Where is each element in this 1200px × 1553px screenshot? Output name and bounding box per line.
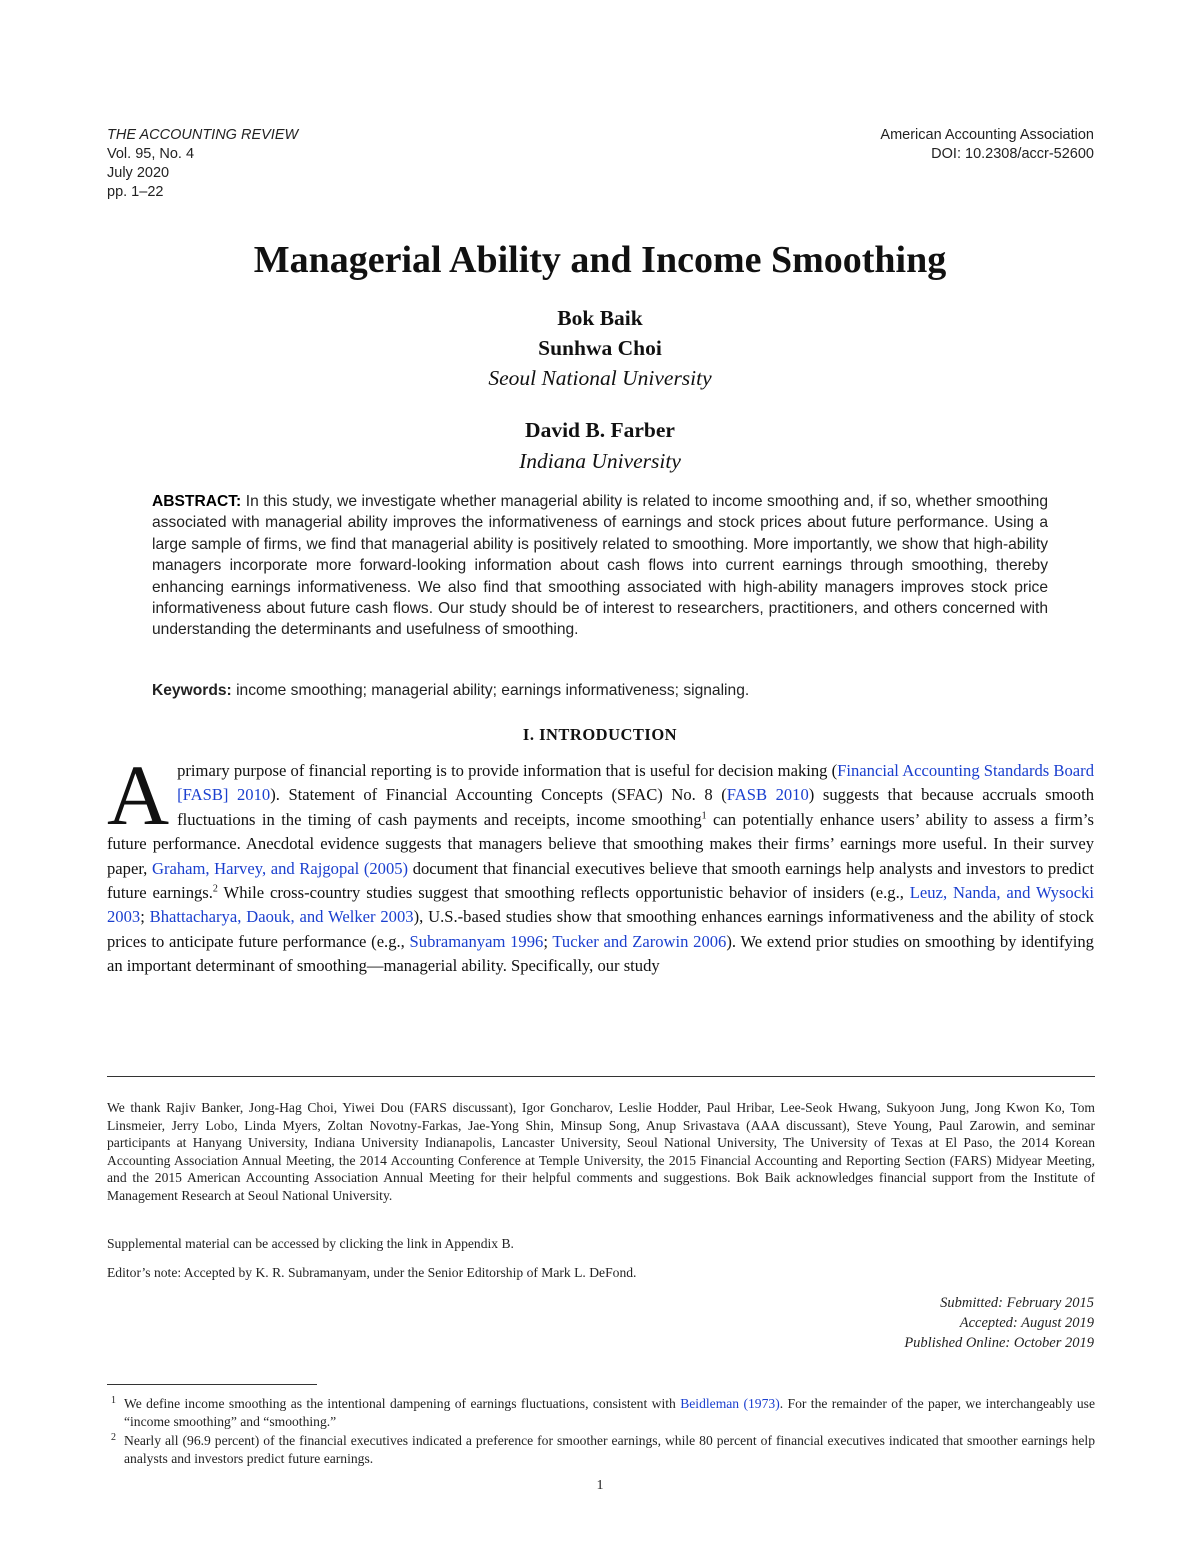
footnote-number: 1 bbox=[111, 1395, 116, 1406]
intro-text: ; bbox=[543, 931, 553, 951]
publisher-name: American Accounting Association bbox=[880, 127, 1094, 143]
citation-link[interactable]: Graham, Harvey, and Rajgopal (2005) bbox=[151, 858, 409, 878]
author-affiliation: Indiana University bbox=[519, 449, 681, 473]
author-name: Bok Baik bbox=[557, 306, 643, 330]
submitted-date: Submitted: February 2015 bbox=[940, 1295, 1094, 1311]
editor-note: Editor’s note: Accepted by K. R. Subramanyam, under the Senior Editorship of Mark L. DeFond. bbox=[107, 1265, 637, 1280]
intro-paragraph bbox=[107, 747, 1094, 979]
published-date: Published Online: October 2019 bbox=[904, 1335, 1094, 1351]
journal-name: THE ACCOUNTING REVIEW bbox=[107, 127, 299, 143]
abstract bbox=[152, 491, 1048, 641]
abstract-label: ABSTRACT: bbox=[152, 493, 242, 510]
intro-text: ), U.S.-based studies show that smoothing enhances earnings informativeness and the ability of stock prices to anticipate future performance (e.g., bbox=[107, 907, 1094, 951]
intro-text: ). We extend prior studies on smoothing by identifying an important determinant of smoothing—managerial ability. Specifically, our study bbox=[107, 931, 1094, 976]
abstract-text: In this study, we investigate whether managerial ability is related to income smoothing and, if so, whether smoothing associated with managerial ability improves the informativeness of earnings and stock prices about future performance. Using a large sample of firms, we find that managerial ability is positively related to smoothing. More importantly, we show that high-ability managers incorporate more forward-looking information about cash flows into current earnings through smoothing, thereby enhancing earnings informativeness. We also find that smoothing associated with high-ability managers improves stock price informativeness about future cash flows. Our study should be of interest to researchers, practitioners, and others concerned with understanding the determinants and usefulness of smoothing. bbox=[152, 493, 1048, 639]
journal-volume: Vol. 95, No. 4 bbox=[107, 146, 195, 162]
intro-text: ; bbox=[140, 907, 150, 927]
footnote-marker[interactable]: 2 bbox=[212, 883, 218, 895]
keywords-label: Keywords: bbox=[152, 682, 232, 699]
intro-text: primary purpose of financial reporting is to provide information that is useful for decision making ( bbox=[177, 761, 838, 780]
author-affiliation: Seoul National University bbox=[488, 366, 712, 390]
intro-text: can potentially enhance users’ ability to assess a firm’s future performance. Anecdotal evidence suggests that managers believe that smoothing makes their firms’ earnings more useful. In their survey paper, bbox=[107, 809, 1094, 878]
journal-info bbox=[107, 126, 298, 202]
supplemental-note: Supplemental material can be accessed by clicking the link in Appendix B. bbox=[107, 1236, 514, 1251]
footnote-text: . For the remainder of the paper, we interchangeably use “income smoothing” and “smoothing.” bbox=[124, 1396, 1095, 1429]
footnote-rule bbox=[107, 1384, 317, 1385]
intro-text: document that financial executives believe that smooth earnings help analysts and investors to predict future earnings. bbox=[107, 858, 1094, 903]
journal-date: July 2020 bbox=[107, 165, 170, 181]
journal-pages: pp. 1–22 bbox=[107, 184, 164, 200]
keywords-text: income smoothing; managerial ability; earnings informativeness; signaling. bbox=[236, 682, 750, 699]
author-name: Sunhwa Choi bbox=[538, 336, 662, 360]
publisher-info bbox=[880, 126, 1094, 164]
accepted-date: Accepted: August 2019 bbox=[959, 1315, 1094, 1331]
footnote bbox=[107, 1395, 1095, 1430]
footnote-text: We define income smoothing as the intentional dampening of earnings fluctuations, consistent with bbox=[124, 1396, 681, 1411]
footnote-text: Nearly all (96.9 percent) of the financial executives indicated a preference for smoother earnings, while 80 percent of financial executives indicated that smoother earnings help analysts and investors predict future earnings. bbox=[124, 1433, 1095, 1466]
footnote bbox=[107, 1432, 1095, 1467]
citation-link[interactable]: Leuz, Nanda, and Wysocki 2003 bbox=[107, 883, 1094, 927]
intro-text: While cross-country studies suggest that smoothing reflects opportunistic behavior of insiders (e.g., bbox=[217, 883, 910, 903]
footnote-marker[interactable]: 1 bbox=[701, 810, 707, 822]
keywords bbox=[152, 680, 1048, 701]
citation-link[interactable]: Beidleman (1973) bbox=[680, 1396, 780, 1411]
page-number: 1 bbox=[596, 1478, 604, 1493]
publication-dates bbox=[904, 1293, 1094, 1353]
section-heading: I. INTRODUCTION bbox=[522, 725, 678, 744]
intro-text: ) suggests that because accruals smooth fluctuations in the timing of cash payments and receipts, income smoothing bbox=[177, 785, 1094, 829]
acknowledgments: We thank Rajiv Banker, Jong-Hag Choi, Yiwei Dou (FARS discussant), Igor Goncharov, Leslie Hodder, Paul Hribar, Lee-Seok Hwang, Sukyoon Jung, Jong Kwon Ko, Tom Linsmeier, Jerry Lobo, Linda Myers, Zoltan Novotny-Farkas, Jae-Yong Shin, Minsup Song, Anup Srivastava (AAA discussant), Steve Young, Paul Zarowin, and seminar participants at Hanyang University, Indiana University Indianapolis, Lancaster University, Seoul National University, The University of Texas at El Paso, the 2014 Korean Accounting Association Annual Meeting, the 2014 Accounting Conference at Temple University, the 2015 Financial Accounting and Reporting Section (FARS) Midyear Meeting, and the 2015 American Accounting Association Annual Meeting for their helpful comments and suggestions. Bok Baik acknowledges financial support from the Institute of Management Research at Seoul National University. bbox=[107, 1100, 1095, 1203]
citation-link[interactable]: Subramanyam 1996 bbox=[409, 931, 544, 951]
drop-cap: A bbox=[107, 747, 170, 843]
intro-text: ). Statement of Financial Accounting Concepts (SFAC) No. 8 ( bbox=[270, 785, 727, 805]
citation-link[interactable]: FASB 2010 bbox=[726, 785, 809, 805]
doi: DOI: 10.2308/accr-52600 bbox=[931, 146, 1094, 162]
footnote-divider bbox=[107, 1076, 1095, 1077]
citation-link[interactable]: Financial Accounting Standards Board [FASB] 2010 bbox=[177, 761, 1094, 805]
footnote-number: 2 bbox=[111, 1432, 116, 1443]
citation-link[interactable]: Tucker and Zarowin 2006 bbox=[552, 931, 727, 951]
author-name: David B. Farber bbox=[525, 418, 675, 442]
paper-title: Managerial Ability and Income Smoothing bbox=[253, 239, 947, 281]
citation-link[interactable]: Bhattacharya, Daouk, and Welker 2003 bbox=[149, 907, 414, 927]
